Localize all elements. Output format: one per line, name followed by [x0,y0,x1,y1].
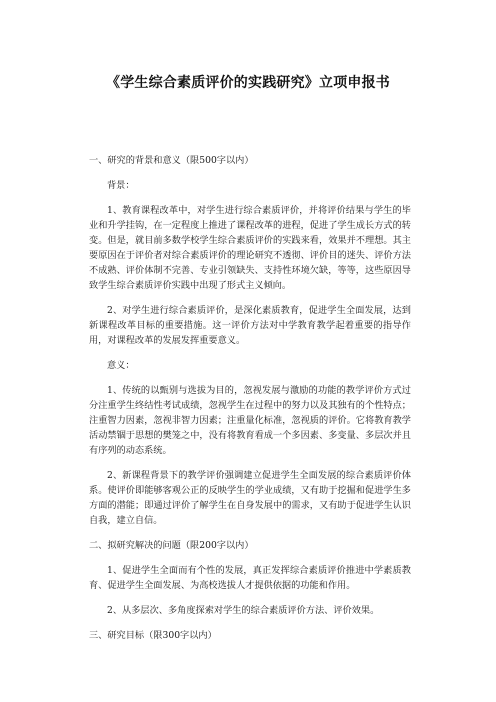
section-heading-problems: 二、拟研究解决的问题（限200字以内） [89,540,254,551]
subheading-background: 背景： [107,180,135,191]
paragraph: 1、教育课程改革中，对学生进行综合素质评价，并将评价结果与学生的毕业和升学挂钩，在一定程度上推进了课程改革的进程，促进了学生成长方式的转变。但是，就目前多数学校学生综合素质评价的实践来看，效果并不理想。其主要原因在于评价者对综合素质评价的理论研究不透彻、评价目的迷失、评价方法不成熟、评价体制不完善、专业引领缺失、支持性环境欠缺，等等，这些原因导致学生综合素质评价实践中出现了形式主义倾向。 [89,205,411,291]
paragraph: 2、对学生进行综合素质评价，是深化素质教育，促进学生全面发展，达到新课程改革目标的重要措施。这一评价方法对中学教育教学起着重要的指导作用，对课程改革的发展发挥重要意义。 [89,305,411,346]
paragraph: 1、传统的以甄别与选拔为目的，忽视发展与激励的功能的教学评价方式过分注重学生终结性考试成绩，忽视学生在过程中的努力以及其独有的个性特点；注重智力因素，忽视非智力因素；注重量化标准，忽视质的评价。它将教育教学活动禁锢于思想的樊笼之中，没有将教育看成一个多因素、多变量、多层次并且有序列的动态系统。 [89,385,411,456]
section-heading-goals: 三、研究目标（限300字以内） [89,630,217,641]
paragraph: 2、新课程背景下的教学评价强调建立促进学生全面发展的综合素质评价体系。使评价即能够客观公正的反映学生的学业成绩，又有助于挖掘和促进学生多方面的潜能；即通过评价了解学生在自身发展中的需求，又有助于促进学生认识自我，建立自信。 [89,470,411,526]
section-heading-background: 一、研究的背景和意义（限500字以内） [89,155,254,166]
document-body [89,153,411,653]
document-title: 《学生综合素质评价的实践研究》立项申报书 [106,75,390,91]
paragraph: 2、从多层次、多角度探索对学生的综合素质评价方法、评价效果。 [107,605,380,616]
subheading-significance: 意义： [107,360,135,371]
paragraph: 1、促进学生全面而有个性的发展，真正发挥综合素质评价推进中学素质教育、促进学生全面发展、为高校选拔人才提供依据的功能和作用。 [89,565,411,591]
